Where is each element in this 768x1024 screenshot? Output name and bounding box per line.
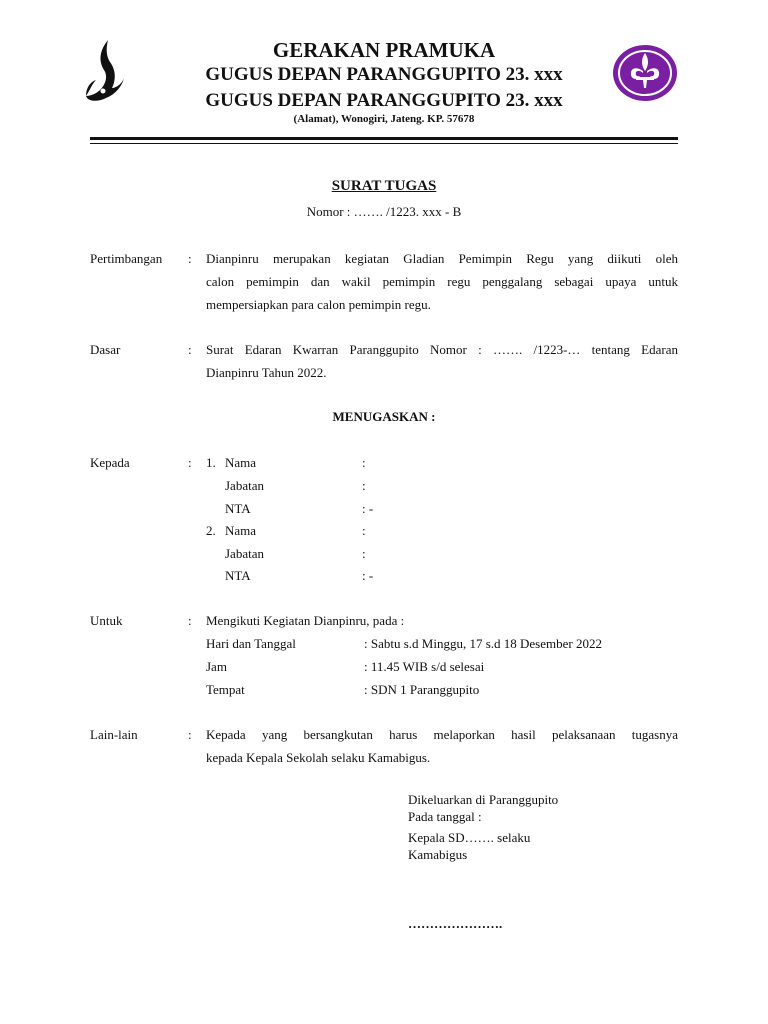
person-1-nta-label: NTA: [225, 501, 251, 516]
signatory-role-2: Kamabigus: [408, 847, 468, 862]
document-number: Nomor : ……. /1223. xxx - B: [306, 204, 462, 219]
org-name: GERAKAN PRAMUKA: [272, 38, 496, 62]
header-rule-thin: [90, 143, 678, 144]
signatory-name: ………………….: [408, 916, 503, 931]
lainlain-line: Kepada yang bersangkutan harus melaporkan hasil pelaksanaan tugasnya: [206, 727, 678, 742]
pertimbangan-line: calon pemimpin dan wakil pemimpin regu penggalang sebagai upaya untuk: [206, 274, 678, 289]
person-1-jabatan-value: :: [362, 478, 366, 493]
address: (Alamat), Wonogiri, Jateng. KP. 57678: [293, 113, 475, 125]
tempat-value: : SDN 1 Paranggupito: [364, 682, 480, 697]
document-title: SURAT TUGAS: [331, 178, 437, 194]
person-2-jabatan-value: :: [362, 546, 366, 561]
person-2-nama-value: :: [362, 523, 366, 538]
hari-tanggal-label: Hari dan Tanggal: [206, 636, 296, 651]
person-2-number: 2.: [206, 523, 216, 538]
issued-date: Pada tanggal :: [408, 809, 482, 824]
person-2-jabatan-label: Jabatan: [225, 546, 264, 561]
person-1-nama-value: :: [362, 455, 366, 470]
lainlain-colon: :: [188, 727, 192, 742]
pertimbangan-line: Dianpinru merupakan kegiatan Gladian Pemimpin Regu yang diikuti oleh: [206, 251, 678, 266]
gugus-depan-line-2: GUGUS DEPAN PARANGGUPITO 23. xxx: [205, 90, 563, 111]
untuk-intro: Mengikuti Kegiatan Dianpinru, pada :: [206, 613, 405, 628]
issued-place: Dikeluarkan di Paranggupito: [408, 792, 559, 807]
untuk-label: Untuk: [90, 613, 123, 628]
kepada-label: Kepada: [90, 455, 130, 470]
menugaskan-heading: MENUGASKAN :: [332, 409, 436, 424]
header-rule-thick: [90, 137, 678, 140]
lainlain-line: kepada Kepala Sekolah selaku Kamabigus.: [206, 750, 431, 765]
dasar-text: [206, 338, 678, 384]
gugus-depan-line-1: GUGUS DEPAN PARANGGUPITO 23. xxx: [205, 64, 563, 85]
pertimbangan-line: mempersiapkan para calon pemimpin regu.: [206, 297, 431, 312]
pertimbangan-label: Pertimbangan: [90, 251, 163, 266]
dasar-label: Dasar: [90, 342, 121, 357]
jam-value: : 11.45 WIB s/d selesai: [364, 659, 485, 674]
jam-label: Jam: [206, 659, 227, 674]
person-1-number: 1.: [206, 455, 216, 470]
dasar-colon: :: [188, 342, 192, 357]
person-2-nta-label: NTA: [225, 568, 251, 583]
dasar-line: Dianpinru Tahun 2022.: [206, 365, 327, 380]
lainlain-label: Lain-lain: [90, 727, 138, 742]
tempat-label: Tempat: [206, 682, 245, 697]
person-2-nta-value: : -: [362, 568, 374, 583]
untuk-colon: :: [188, 613, 192, 628]
person-1-nta-value: : -: [362, 501, 374, 516]
kepada-colon: :: [188, 455, 192, 470]
pertimbangan-text: [206, 247, 678, 316]
person-2-nama-label: Nama: [225, 523, 257, 538]
person-1-nama-label: Nama: [225, 455, 257, 470]
person-1-jabatan-label: Jabatan: [225, 478, 264, 493]
dasar-line: Surat Edaran Kwarran Paranggupito Nomor : ……. /1223-… tentang Edaran: [206, 342, 678, 357]
pertimbangan-colon: :: [188, 251, 192, 266]
hari-tanggal-value: : Sabtu s.d Minggu, 17 s.d 18 Desember 2022: [364, 636, 602, 651]
signatory-role-1: Kepala SD……. selaku: [408, 830, 531, 845]
lainlain-text: [206, 723, 678, 769]
world-scout-emblem-icon: [612, 44, 678, 102]
